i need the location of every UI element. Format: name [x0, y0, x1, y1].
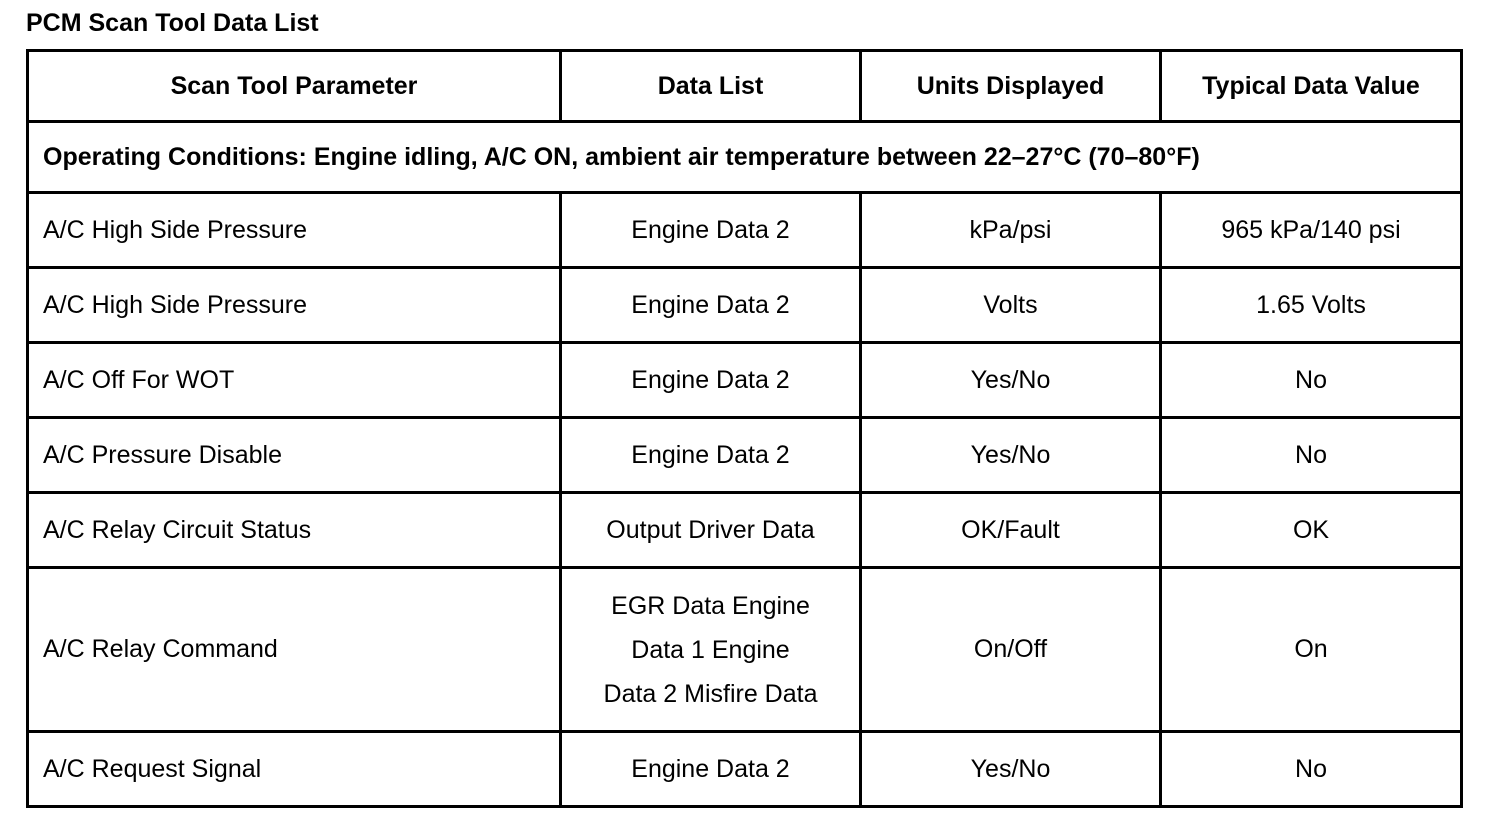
header-scan-tool-parameter: Scan Tool Parameter — [28, 51, 561, 122]
cell-units: Yes/No — [861, 343, 1161, 418]
table-row — [28, 493, 1462, 568]
data-list-line: EGR Data Engine — [611, 591, 810, 620]
cell-units: OK/Fault — [861, 493, 1161, 568]
cell-parameter: A/C Pressure Disable — [28, 418, 561, 493]
header-data-list: Data List — [561, 51, 861, 122]
cell-typical-value: No — [1161, 343, 1462, 418]
table-header-row — [28, 51, 1462, 122]
cell-data-list: Engine Data 2 — [561, 418, 861, 493]
data-list-line: Data 1 Engine — [631, 635, 790, 664]
cell-typical-value: 965 kPa/140 psi — [1161, 193, 1462, 268]
header-units-displayed: Units Displayed — [861, 51, 1161, 122]
cell-units: Yes/No — [861, 732, 1161, 807]
cell-units: kPa/psi — [861, 193, 1161, 268]
cell-parameter: A/C High Side Pressure — [28, 268, 561, 343]
cell-data-list: Output Driver Data — [561, 493, 861, 568]
cell-parameter: A/C Relay Circuit Status — [28, 493, 561, 568]
cell-parameter: A/C Request Signal — [28, 732, 561, 807]
cell-data-list — [561, 568, 861, 732]
table-row — [28, 418, 1462, 493]
cell-data-list: Engine Data 2 — [561, 343, 861, 418]
operating-conditions-row — [28, 122, 1462, 193]
scan-tool-data-table — [26, 49, 1463, 808]
cell-units: On/Off — [861, 568, 1161, 732]
cell-data-list: Engine Data 2 — [561, 268, 861, 343]
cell-units: Volts — [861, 268, 1161, 343]
table-row — [28, 193, 1462, 268]
cell-data-list: Engine Data 2 — [561, 193, 861, 268]
table-row — [28, 732, 1462, 807]
table-row — [28, 268, 1462, 343]
cell-typical-value: No — [1161, 732, 1462, 807]
cell-parameter: A/C Off For WOT — [28, 343, 561, 418]
table-row — [28, 343, 1462, 418]
operating-conditions: Operating Conditions: Engine idling, A/C ON, ambient air temperature between 22–27°C (70–80°F) — [28, 122, 1462, 193]
data-list-line: Data 2 Misfire Data — [603, 679, 818, 708]
cell-typical-value: 1.65 Volts — [1161, 268, 1462, 343]
cell-typical-value: No — [1161, 418, 1462, 493]
document-title: PCM Scan Tool Data List — [26, 9, 319, 37]
cell-typical-value: OK — [1161, 493, 1462, 568]
cell-typical-value: On — [1161, 568, 1462, 732]
cell-parameter: A/C Relay Command — [28, 568, 561, 732]
cell-units: Yes/No — [861, 418, 1161, 493]
cell-data-list: Engine Data 2 — [561, 732, 861, 807]
header-typical-data-value: Typical Data Value — [1161, 51, 1462, 122]
table-row — [28, 568, 1462, 732]
cell-parameter: A/C High Side Pressure — [28, 193, 561, 268]
